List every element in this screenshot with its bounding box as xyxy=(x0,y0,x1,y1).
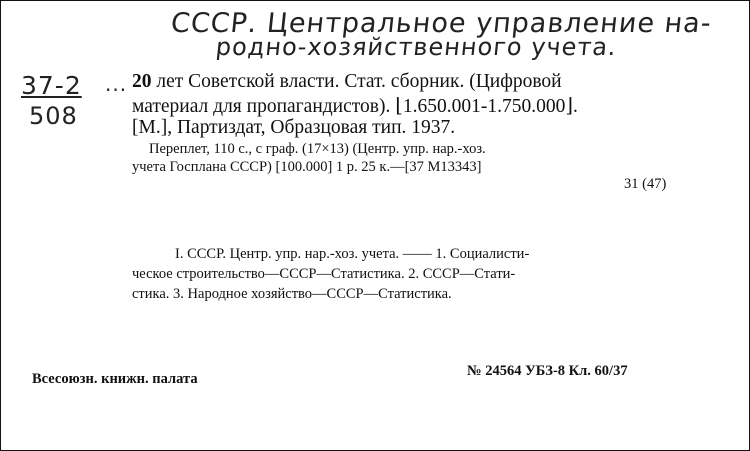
handwritten-heading-line-2: родно-хозяйственного учета. xyxy=(214,33,619,61)
entry-title: лет Советской власти. Стат. сборник. (Цифровой xyxy=(156,71,562,92)
subjects-line-3: стика. 3. Народное хозяйство—СССР—Статистика. xyxy=(132,286,452,302)
continuation-dots: ... xyxy=(105,72,128,96)
entry-line-3: [М.], Партиздат, Образцовая тип. 1937. xyxy=(132,117,456,138)
notes-line-3: 31 (47) xyxy=(624,176,667,192)
subjects-line-2: ческое строительство—СССР—Статистика. 2. СССР—Стати- xyxy=(132,266,516,282)
footer-code: № 24564 УБЗ-8 Кл. 60/37 xyxy=(467,363,628,379)
entry-line-2: материал для пропагандистов). ⌊1.650.001-1.750.000⌋. xyxy=(132,96,578,117)
entry-number: 20 xyxy=(132,71,152,92)
notes-line-2: учета Госплана СССР) [100.000] 1 р. 25 к.—[37 М13343] xyxy=(132,159,482,175)
entry-line-1 xyxy=(132,71,562,93)
footer-publisher: Всесоюзн. книжн. палата xyxy=(32,371,198,387)
call-number-top: 37-2 xyxy=(21,71,82,100)
subjects-line-1: I. СССР. Центр. упр. нар.-хоз. учета. —— 1. Социалисти- xyxy=(175,246,530,262)
notes-line-1: Переплет, 110 с., с граф. (17×13) (Центр. упр. нар.-хоз. xyxy=(149,141,486,157)
handwritten-heading-line-1: СССР. Центральное управление на- xyxy=(169,8,714,39)
call-number-bottom: 508 xyxy=(29,102,78,130)
